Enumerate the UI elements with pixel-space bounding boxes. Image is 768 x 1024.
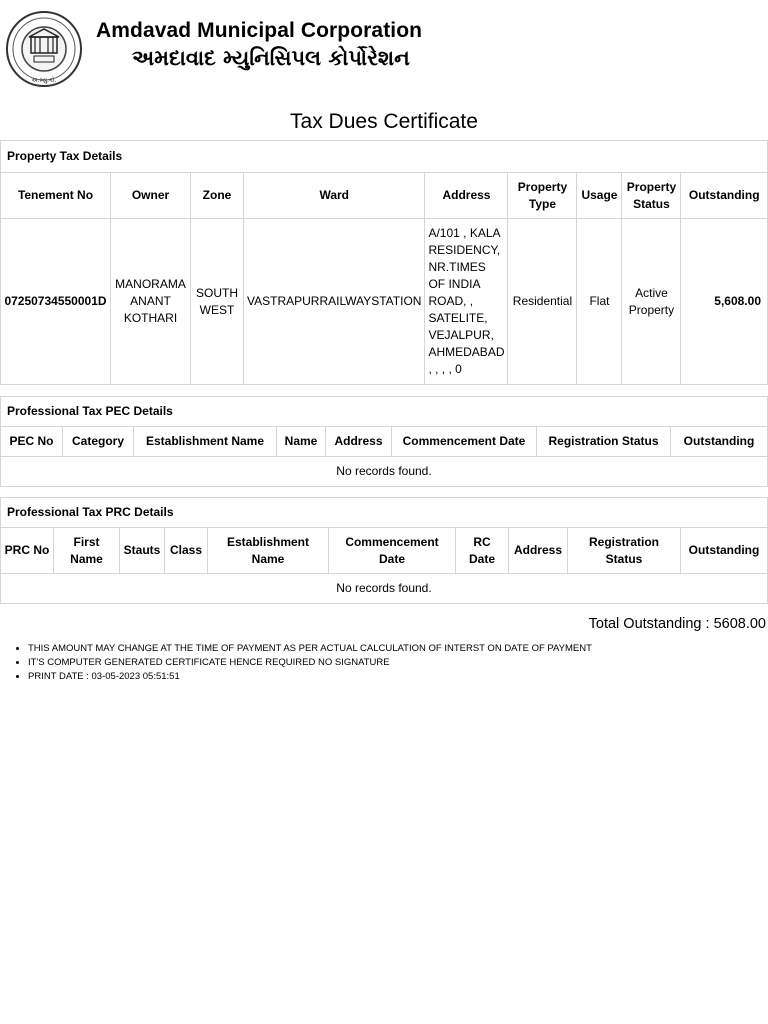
no-records-text: No records found. <box>1 574 768 604</box>
usage-cell: Flat <box>577 219 622 385</box>
property-type-cell: Residential <box>508 219 577 385</box>
col-class: Class <box>165 528 208 574</box>
outstanding-cell: 5,608.00 <box>681 219 768 385</box>
col-outstanding: Outstanding <box>681 173 768 219</box>
col-rc-date: RC Date <box>456 528 509 574</box>
col-registration-status: Registration Status <box>568 528 681 574</box>
col-address: Address <box>509 528 568 574</box>
col-status: Stauts <box>120 528 165 574</box>
col-ward: Ward <box>244 173 425 219</box>
logo-caption: અ.મ્યુ.કો. <box>31 77 57 84</box>
col-outstanding: Outstanding <box>671 427 768 457</box>
col-registration-status: Registration Status <box>537 427 671 457</box>
col-address: Address <box>425 173 508 219</box>
col-category: Category <box>63 427 134 457</box>
col-establishment-name: Establishment Name <box>208 528 329 574</box>
col-first-name: First Name <box>54 528 120 574</box>
document-title: Tax Dues Certificate <box>290 110 478 133</box>
note-item: • THIS AMOUNT MAY CHANGE AT THE TIME OF PAYMENT AS PER ACTUAL CALCULATION OF INTERST ON DATE OF PAYMENT <box>28 642 592 656</box>
print-date-note: • PRINT DATE : 03-05-2023 05:51:51 <box>28 670 592 684</box>
ward-cell: VASTRAPURRAILWAYSTATION <box>244 219 425 385</box>
owner-cell: MANORAMA ANANT KOTHARI <box>111 219 191 385</box>
property-status-cell: Active Property <box>622 219 681 385</box>
amc-logo <box>4 7 84 93</box>
no-records-text: No records found. <box>1 457 768 487</box>
col-commencement-date: Commencement Date <box>329 528 456 574</box>
section-title: Property Tax Details <box>1 141 768 173</box>
note-item: • IT'S COMPUTER GENERATED CERTIFICATE HENCE REQUIRED NO SIGNATURE <box>28 656 592 670</box>
address-cell: A/101 , KALA RESIDENCY, NR.TIMES OF INDIA ROAD, , SATELITE, VEJALPUR, AHMEDABAD , , , , 0 <box>425 219 508 385</box>
org-name-gujarati: અમદાવાદ મ્યુનિસિપલ કોર્પોરેશન <box>132 46 410 70</box>
section-title: Professional Tax PRC Details <box>1 498 768 528</box>
col-owner: Owner <box>111 173 191 219</box>
col-commencement-date: Commencement Date <box>392 427 537 457</box>
total-outstanding: Total Outstanding : 5608.00 <box>588 616 766 632</box>
zone-cell: SOUTH WEST <box>191 219 244 385</box>
col-establishment-name: Establishment Name <box>134 427 277 457</box>
pec-table <box>0 396 768 487</box>
tenement-no-cell: 07250734550001D <box>1 219 111 385</box>
col-name: Name <box>277 427 326 457</box>
table-row <box>1 219 768 385</box>
col-usage: Usage <box>577 173 622 219</box>
col-address: Address <box>326 427 392 457</box>
col-property-status: Property Status <box>622 173 681 219</box>
section-title: Professional Tax PEC Details <box>1 397 768 427</box>
col-outstanding: Outstanding <box>681 528 768 574</box>
notes-list <box>0 642 592 684</box>
col-pec-no: PEC No <box>1 427 63 457</box>
property-tax-table <box>0 140 768 385</box>
col-prc-no: PRC No <box>1 528 54 574</box>
col-property-type: Property Type <box>508 173 577 219</box>
prc-table <box>0 497 768 604</box>
org-name-english: Amdavad Municipal Corporation <box>96 19 423 42</box>
col-tenement-no: Tenement No <box>1 173 111 219</box>
col-zone: Zone <box>191 173 244 219</box>
